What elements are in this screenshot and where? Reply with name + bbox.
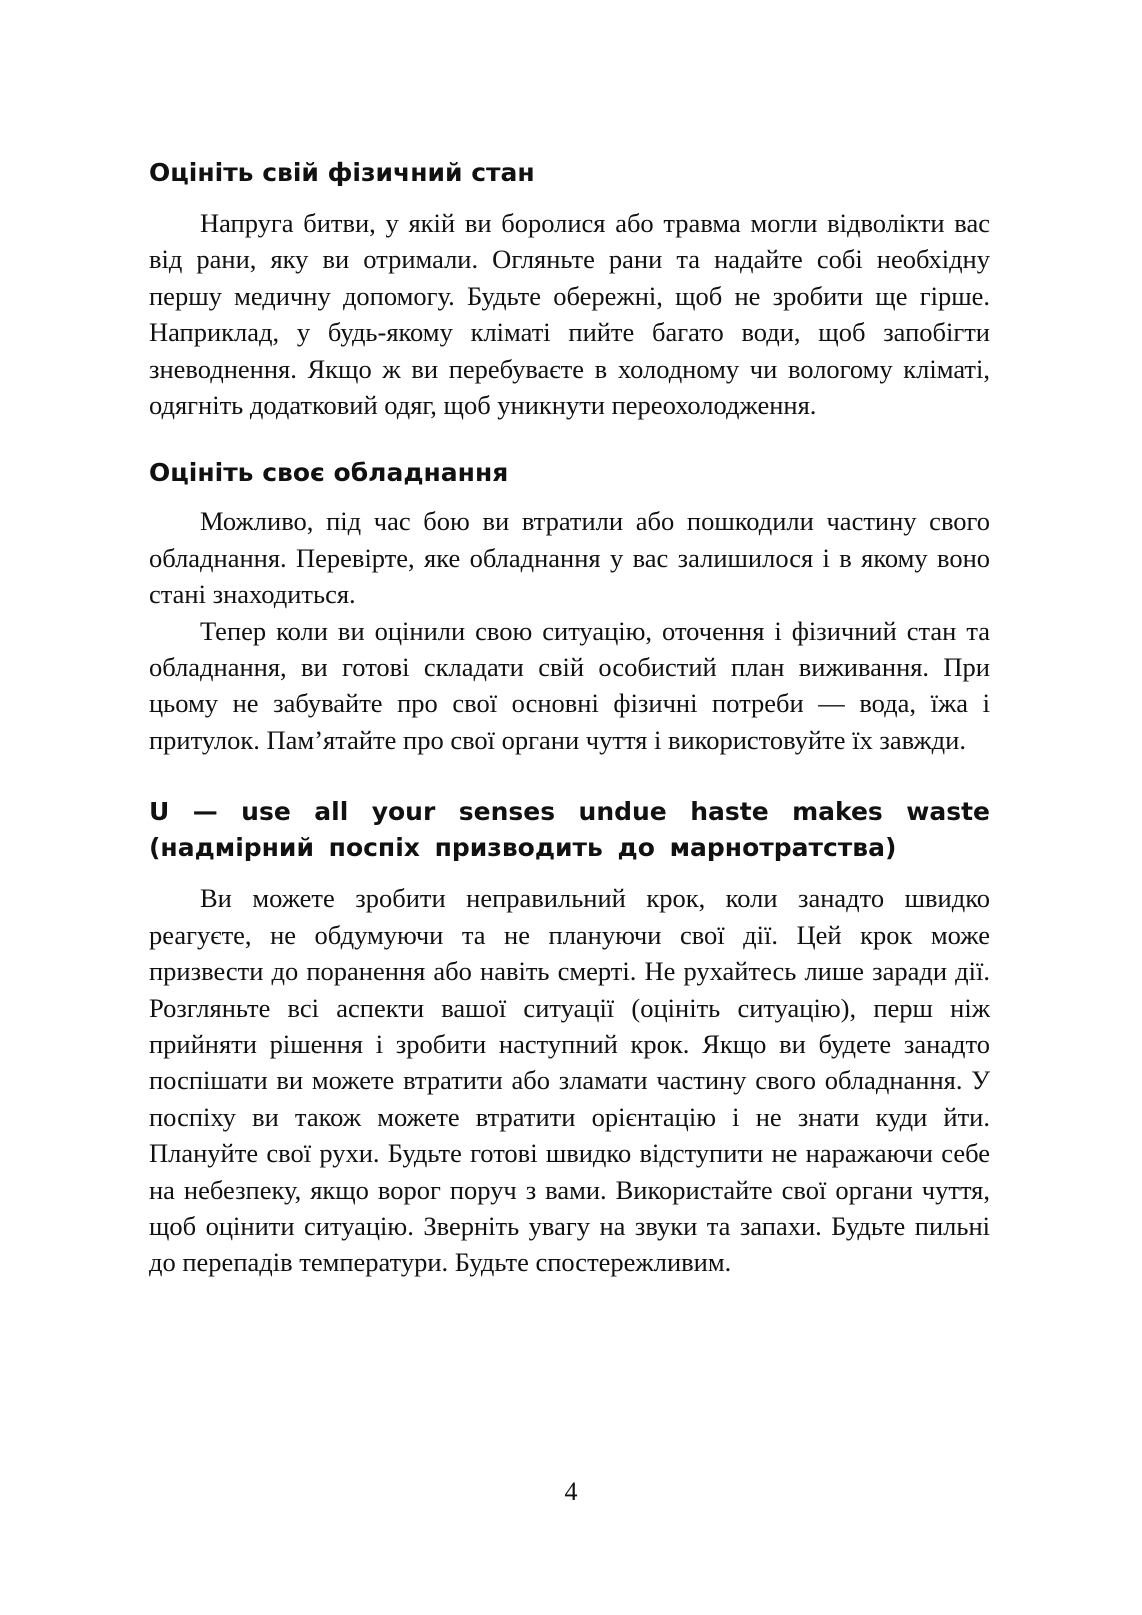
paragraph-physical-state: Напруга битви, у якій ви боролися або травма могли відволікти вас від рани, яку ви отримали. Огляньте рани та надайте собі необхідну першу медичну допомогу. Будьте обережні, щоб не зробити ще гірше. Наприклад, у будь-якому кліматі пийте багато води, щоб запобігти зневоднення. Якщо ж ви перебуваєте в холодному чи вологому кліматі, одягніть додатковий одяг, щоб уникнути переохолодження. [149, 208, 990, 421]
section-heading-equipment: Оцініть своє обладнання [149, 458, 509, 488]
paragraph-equipment: Можливо, під час бою ви втратили або пошкодили частину свого обладнання. Перевірте, яке обладнання у вас залишилося і в якому воно стані знаходиться. [149, 506, 990, 610]
section-heading-undue-haste: U — use all your senses undue haste makes waste (надмірний поспіх призводить до марнотратства) [149, 797, 990, 863]
paragraph-survival-plan: Тепер коли ви оцінили свою ситуацію, оточення і фізичний стан та обладнання, ви готові складати свій особистий план виживання. При цьому не забувайте про свої основні фізичні потреби — вода, їжа і притулок. Пам’ятайте про свої органи чуття і використовуйте їх завжди. [149, 615, 990, 755]
paragraph-undue-haste: Ви можете зробити неправильний крок, коли занадто швидко реагуєте, не обдумуючи та не плануючи свої дії. Цей крок може призвести до поранення або навіть смерті. Не рухайтесь лише заради дії. Розгляньте всі аспекти вашої ситуації (оцініть ситуацію), перш ніж прийняти рішення і зробити наступний крок. Якщо ви будете занадто поспішати ви можете втратити або зламати частину свого обладнання. У поспіху ви також можете втратити орієнтацію і не знати куди йти. Плануйте свої рухи. Будьте готові швидко відступити не наражаючи себе на небезпеку, якщо ворог поруч з вами. Використайте свої органи чуття, щоб оцінити ситуацію. Зверніть увагу на звуки та запахи. Будьте пильні до перепадів температури. Будьте спостережливим. [149, 883, 990, 1278]
section-heading-physical-state: Оцініть свій фізичний стан [149, 158, 535, 187]
page-number: 4 [564, 1477, 578, 1506]
page-content [149, 155, 990, 1281]
